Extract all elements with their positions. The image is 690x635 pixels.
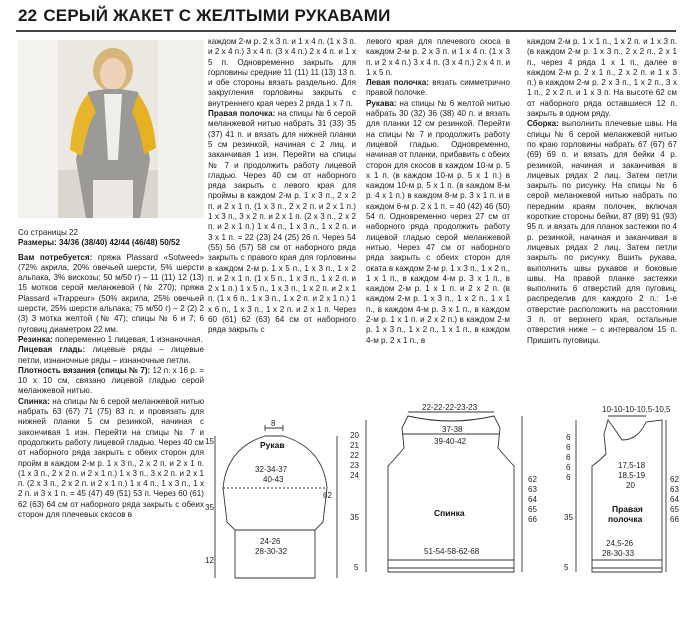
materials-paragraph (18, 253, 204, 335)
column-4 (527, 37, 677, 346)
back-armhole-h1: 23 (350, 461, 359, 470)
column-3 (366, 37, 510, 346)
right-front-label: Правая полочка: (208, 109, 276, 119)
front-width-top1: 17,5-18 (618, 461, 646, 470)
left-column (18, 228, 204, 520)
front-diagram (562, 400, 690, 585)
front-neck-h4: 6 (566, 473, 571, 482)
front-total-0: 62 (670, 475, 679, 484)
col4-text: каждом 2-м р. 1 x 1 п., 1 x 2 п. и 1 x 3 п. (в каждом 2-м р. 1 x 3 п., 2 x 2 п., 2 x 1 п., через 4 ряда 1 x 1 п., далее в каждом 2-м р. 2 x 1 п., 2 x 2 п. и 1 x 3 п.) в каждом 2-м р. 2 x 3 п., 1 x 2 п., 3 x 1 п., 2 x 2 п. и 1 x 3 п. На высоте 62 см от наборного ряда оставшиеся 12 п. закрыть в одном ряду. (527, 37, 677, 119)
sleeve-title: Рукав (260, 440, 285, 450)
pattern-title: СЕРЫЙ ЖАКЕТ С ЖЕЛТЫМИ РУКАВАМИ (43, 6, 391, 25)
back-total-1: 63 (528, 485, 537, 494)
front-total-3: 65 (670, 505, 679, 514)
sleeve-cuff-height: 12 (205, 556, 214, 565)
back-armhole-h2: 24 (350, 471, 359, 480)
back-shoulders: 22-22-22-23-23 (422, 403, 478, 412)
front-side-h: 35 (564, 513, 573, 522)
front-neck-h2: 6 (566, 453, 571, 462)
sleeves-paragraph (366, 99, 510, 346)
rib-text: попеременно 1 лицевая, 1 изнаночная. (55, 334, 203, 344)
source-note: Со страницы 22 (18, 228, 79, 237)
back-diagram (346, 400, 556, 585)
front-width: 24,5-26 (606, 539, 634, 548)
left-front-label: Левая полочка: (366, 78, 429, 88)
gauge-label: Плотность вязания (спицы № 7): (18, 365, 151, 375)
rib-paragraph (18, 335, 204, 345)
sleeve-width-mid: 32-34-37 (255, 465, 288, 474)
pattern-number: 22 (18, 6, 38, 25)
sleeve-top: 8 (271, 419, 276, 428)
front-neck-h1: 6 (566, 443, 571, 452)
back-label: Спинка: (18, 396, 50, 406)
right-front-paragraph (208, 109, 356, 336)
back-paragraph (18, 397, 204, 521)
back-text: на спицы № 6 серой меланжевой нитью набрать 63 (67) 71 (75) 83 п. и провязать для нижней планки 5 см резинкой, начиная с закончивая 1 изн. Перейти на спицы № 7 и продолжить работу лицевой гладью. Через 40 см от наборного ряда закрыть с обеих сторон для пройм в каждом 2-м р. 1 x 3 п., 2 x 2 п. и 2 x 1 п. (1 x 3 п., 2 x 2 п. и 2 x 1 п.) 1 x 3 п., 3 x 2 п. и 2 x 1 п. (2 x 3 п., 2 x 2 п. и 2 x 1 п.) 1 x 4 п., 1 x 3 п., 1 x 2 п. и 3 x 1 п. = 45 (47) 49 (51) 53 п. Через 60 (61) 62 (63) 64 см от наборного ряда закрыть с обеих сторон для плечевых скосов в (18, 396, 205, 520)
page-title (18, 6, 391, 26)
stockinette-paragraph (18, 345, 204, 366)
col2-text: каждом 2-м р. 2 x 3 п. и 1 x 4 п. (1 x 3 п. и 2 x 4 п.) 3 x 4 п. (3 x 4 п.) 2 x 4 п. и 1 x 5 п. Одновременно закрыть для горловины средние 11 (11) 11 (13) 13 п. и обе стороны вязать раздельно. Для закругления горловины закрыть с внутреннего края через 2 ряда 1 x 7 п. (208, 37, 356, 108)
front-total-2: 64 (670, 495, 679, 504)
back-total-3: 65 (528, 505, 537, 514)
back-total-0: 62 (528, 475, 537, 484)
left-front-paragraph (366, 78, 510, 99)
stockinette-text: лицевые ряды – лицевые петли, изнаночные ряды – изнаночные петли. (18, 345, 204, 365)
front-title2: полочка (608, 514, 643, 524)
back-armhole-h0: 22 (350, 451, 359, 460)
right-front-text: на спицы № 6 серой меланжевой нитью набрать 31 (33) 35 (37) 41 п. и вязать для нижней планки 5 см резинкой, начиная с 2 лиц. и заканчивая 1 изн. Перейти на спицы № 7 и продолжить работу лицевой гладью. Через 40 см от наборного ряда закрыть с левого края для проймы в каждом 2-м р. 1 x 3 п., 2 x 2 п. и 2 x 1 п. (1 x 3 п., 2 x 2 п. и 2 x 1 п.) 1 x 3 п., 3 x 2 п. и 2 x 1 п. (2 x 3 п., 2 x 2 п. и 2 x 1 п.) 1 x 4 п., 1 x 3 п., 1 x 2 п. и 3 x 1 п. = 22 (23) 24 (25) 26 п. Через 54 (55) 56 (57) 58 см от наборного ряда закрыть с правого края для горловины в каждом 2-м р. 1 x 5 п., 1 x 3 п., 1 x 2 п. и 2 x 1 п. (1 x 5 п., 1 x 3 п., 1 x 2 п. и 2 x 1 п.) 1 x 5 п., 1 x 3 п., 1 x 2 п. и 2 x 1 п. (1 x 6 п., 1 x 3 п., 1 x 2 п. и 2 x 1 п.) 1 x 6 п., 1 x 3 п., 1 x 2 п. и 2 x 1 п. Через 60 (61) 62 (63) 64 см от наборного ряда закрыть с (208, 109, 356, 335)
sleeve-width-mid2: 40-43 (263, 475, 284, 484)
back-total-2: 64 (528, 495, 537, 504)
front-neck-h0: 6 (566, 433, 571, 442)
back-armhole-w1: 37-38 (442, 425, 463, 434)
left-front-text: вязать симметрично правой полочке. (366, 78, 510, 98)
column-2 (208, 37, 356, 336)
title-rule (16, 30, 676, 32)
sleeve-cuff-width: 24-26 (260, 537, 281, 546)
sizes-line (18, 238, 204, 248)
front-rib-h: 5 (564, 563, 569, 572)
back-sh-slope: 20 (350, 431, 359, 440)
sizes-label: Размеры: (18, 238, 57, 248)
stockinette-label: Лицевая гладь: (18, 345, 86, 355)
front-title1: Правая (612, 504, 643, 514)
col3-text: левого края для плечевого скоса в каждом 2-м р. 2 x 3 п. и 1 x 4 п. (1 x 3 п. и 2 x 4 п.) 3 x 4 п. (3 x 4 п.) 2 x 4 п. и 1 x 5 п. (366, 37, 510, 77)
front-neck-h3: 6 (566, 463, 571, 472)
assembly-text: выполнить плечевые швы. На спицы № 6 серой меланжевой нитью по краю горловины набрать 67 (67) 67 (69) 69 п. и вязать для бейки 4 р. резинкой, начиная и заканчивая в лицевых рядах 2 лиц. Затем петли закрыть по рисунку. На спицы № 6 серой меланжевой нитью набрать по передним краям полочек, включая короткие стороны бейки, 87 (89) 91 (93) 95 п. и вязать для планок застежки по 4 р. резинкой, начиная и заканчивая в лицевых рядах 2 лиц. Затем петли закрыть по рисунку. Вшить рукава, выполнить швы рукавов и боковые швы. На правой планке застежки выполнить 6 отверстий для пуговиц, распределив для каждого 2 п.: 1-е отверстие расположить на расстоянии 3 п. от верхнего края, остальные отверстия ниже – с интервалом 15 п. Пришить пуговицы. (527, 119, 678, 345)
sleeves-text: на спицы № 6 желтой нитью набрать 30 (32) 36 (38) 40 п. и вязать для планки 12 см резинкой. Перейти на спицы № 7 и продолжить работу лицевой гладью. Одновременно, начиная от планки, прибавить с обеих сторон для скосов в каждом 10-м р. 5 x 1 п. (в каждом 10-м р. 5 x 1 п.) в каждом 10-м р. 5 x 1 п. (в каждом 8-м р. 4 x 1 п.) в каждом 8-м р. 3 x 1 п. и в каждом 6-м р. 2 x 1 п. = 40 (42) 46 (50) 54 п. Одновременно через 27 см от наборного ряда продолжить работу лицевой гладью серой меланжевой нитью. Через 47 см от наборного ряда закрыть с обеих сторон для оката в каждом 2-м р. 1 x 3 п., 1 x 2 п., 1 x 1 п., в каждом 4-м р. 3 x 1 п., в каждом 2-м р. 1 x 1 п. и 2 x 2 п. (в каждом 2-м р. 1 x 3 п., 1 x 2 п., 1 x 1 п., в каждом 4-м р. 3 x 1 п., в каждом 2-м р. 1 x 1 п. и 2 x 2 п.) в каждом 2-м р. 1 x 3 п., 1 x 2 п., 1 x 1 п., в каждом 4-м р. 2 x 1 п., в (366, 98, 511, 345)
back-side-h: 35 (350, 513, 359, 522)
gauge-paragraph (18, 366, 204, 397)
materials-text: пряжа Plassard «Sotweed» (72% акрила, 20% овечьей шерсти, 5% шерсти альпака, 3% вискозы; 50 м/50 г) – 11 (11) 12 (13) 15 мотков серой меланжевой (№ 270); пряжа Plassard «Trappeur» (50% акрила, 25% овечьей шерсти, 25% шерсти альпака; 75 м/50 г) – 2 (2) 2 (3) 3 мотка желтой (№ 47); спицы № 6 и 7; 6 пуговиц диаметром 22 мм. (18, 252, 204, 334)
front-width-top2: 18,5-19 (618, 471, 646, 480)
back-width: 51-54-58-62-68 (424, 547, 480, 556)
front-top: 10-10-10-10,5-10,5 (602, 405, 671, 414)
back-rib-h: 5 (354, 563, 359, 572)
back-sh-slope2: 21 (350, 441, 359, 450)
sleeves-label: Рукава: (366, 98, 397, 108)
front-width2: 28-30-33 (602, 549, 635, 558)
front-width-top3: 20 (626, 481, 635, 490)
assembly-paragraph (527, 119, 677, 346)
front-total-1: 63 (670, 485, 679, 494)
sleeve-diagram (205, 418, 340, 588)
assembly-label: Сборка: (527, 119, 559, 129)
rib-label: Резинка: (18, 334, 53, 344)
model-photo (18, 40, 204, 218)
sleeve-cuff-width2: 28-30-32 (255, 547, 288, 556)
sleeve-side: 35 (205, 503, 214, 512)
gauge-text: 12 п. x 16 р. = 10 x 10 см, связано лицевой гладью серой меланжевой нитью. (18, 365, 204, 396)
sleeve-cap: 15 (205, 437, 214, 446)
front-total-4: 66 (670, 515, 679, 524)
back-title: Спинка (434, 508, 465, 518)
back-armhole-w2: 39-40-42 (434, 437, 467, 446)
sizes-value: 34/36 (38/40) 42/44 (46/48) 50/52 (59, 238, 181, 248)
back-total-4: 66 (528, 515, 537, 524)
sleeve-total: 62 (323, 491, 332, 500)
materials-label: Вам потребуется: (18, 252, 93, 262)
